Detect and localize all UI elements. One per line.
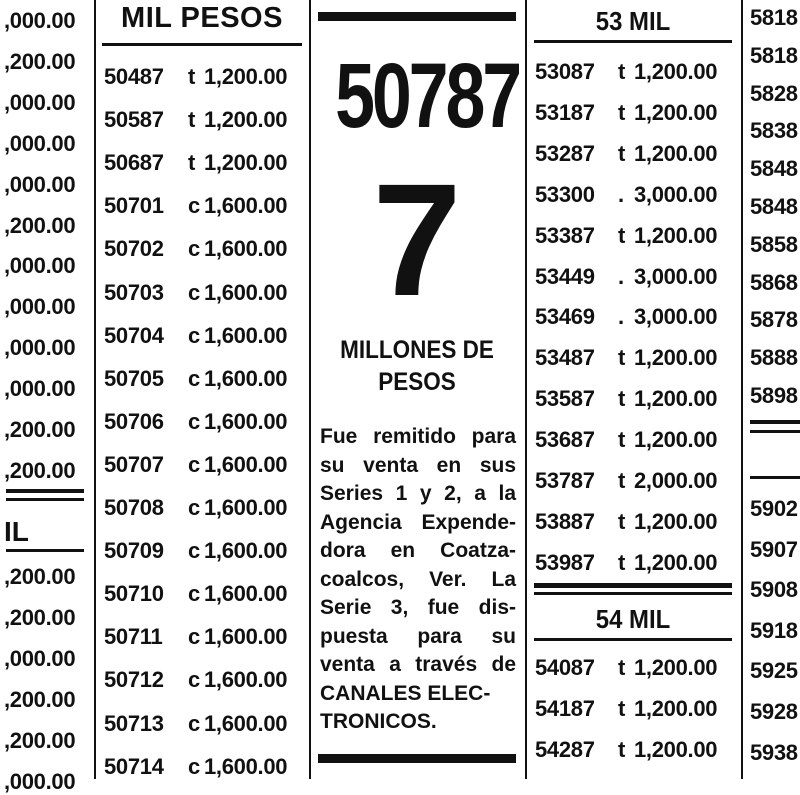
ticket-number: 50710 <box>104 581 164 607</box>
double-rule <box>534 592 732 595</box>
ticket-number: 50713 <box>104 710 164 736</box>
prize-code: c <box>188 365 200 391</box>
ticket-number: 53787 <box>535 468 595 493</box>
ticket-number: 50704 <box>104 322 164 348</box>
prize-code: t <box>618 655 626 680</box>
prize-amount: 1,200.00 <box>634 549 718 575</box>
description-line: su venta en sus <box>320 453 516 477</box>
ticket-number: 50714 <box>104 753 164 779</box>
header-rule <box>534 638 732 641</box>
ticket-number: 53887 <box>535 508 595 534</box>
prize-amount: 1,600.00 <box>204 624 288 650</box>
prize-code: t <box>188 150 196 176</box>
header-rule <box>534 40 732 43</box>
winning-number: 50787 <box>335 45 520 147</box>
prize-amount: 1,600.00 <box>204 193 288 219</box>
ticket-number: 50703 <box>104 279 164 305</box>
bottom-rule <box>318 754 516 763</box>
column-mil-pesos <box>98 0 306 779</box>
ticket-number: 54187 <box>535 695 595 721</box>
ticket-number: 53387 <box>535 222 595 248</box>
prize-code: t <box>188 64 196 89</box>
amount-fragment: ,200.00 <box>4 48 76 74</box>
prize-code: t <box>618 508 626 534</box>
prize-amount: 1,200.00 <box>634 695 718 721</box>
double-rule <box>6 489 84 493</box>
header-rule <box>6 549 84 552</box>
prize-code: c <box>188 495 200 520</box>
ticket-number-fragment: 5938 <box>750 739 798 765</box>
ticket-number: 50712 <box>104 667 164 693</box>
section-header-fragment: IL <box>4 516 29 547</box>
prize-description <box>320 423 516 737</box>
ticket-number-fragment: 5828 <box>750 80 798 106</box>
column-53-54-mil <box>528 0 738 779</box>
ticket-number-fragment: 5838 <box>750 118 798 144</box>
description-line: Agencia Expende- <box>320 510 516 534</box>
ticket-number: 50487 <box>104 64 164 89</box>
column-divider <box>94 0 96 779</box>
description-line: Fue remitido para <box>320 425 516 448</box>
prize-code: . <box>618 181 624 207</box>
prize-code: t <box>618 386 626 412</box>
prize-amount: 2,000.00 <box>634 468 718 493</box>
prize-code: c <box>188 667 200 693</box>
ticket-number: 50709 <box>104 538 164 564</box>
prize-code: c <box>188 408 200 434</box>
amount-fragment: ,200.00 <box>4 457 76 483</box>
ticket-number: 50711 <box>104 624 163 650</box>
prize-code: c <box>188 322 200 348</box>
ticket-number: 53449 <box>535 263 595 289</box>
double-rule <box>534 583 732 588</box>
ticket-number: 53687 <box>535 427 595 453</box>
prize-code: c <box>188 753 200 779</box>
ticket-number: 53469 <box>535 304 595 330</box>
amount-fragment: ,000.00 <box>4 253 76 279</box>
column-winner <box>312 0 522 779</box>
ticket-number-fragment: 5818 <box>750 5 798 30</box>
prize-code: t <box>618 222 626 248</box>
amount-fragment: ,200.00 <box>4 686 76 712</box>
double-rule <box>750 430 800 433</box>
prize-amount: 1,600.00 <box>204 581 288 607</box>
column-1-partial <box>0 0 92 794</box>
description-line: Serie 3, fue dis- <box>320 596 516 619</box>
prize-code: t <box>188 107 196 133</box>
ticket-number: 53987 <box>535 549 595 575</box>
prize-code: . <box>618 304 624 330</box>
prize-code: t <box>618 736 626 762</box>
prize-code: c <box>188 624 200 650</box>
ticket-number-fragment: 5888 <box>750 345 798 371</box>
ticket-number: 50705 <box>104 365 164 391</box>
amount-fragment: ,000.00 <box>4 376 76 402</box>
prize-code: c <box>188 710 200 736</box>
ticket-number-fragment: 5898 <box>750 383 798 408</box>
header-rule <box>750 476 800 479</box>
ticket-number: 50707 <box>104 451 164 477</box>
amount-fragment: ,000.00 <box>4 130 76 156</box>
prize-unit-line: PESOS <box>378 368 456 396</box>
column-divider <box>309 0 311 779</box>
prize-code: t <box>618 468 626 493</box>
amount-fragment: ,000.00 <box>4 294 76 320</box>
amount-fragment: ,200.00 <box>4 212 76 238</box>
amount-fragment: ,200.00 <box>4 604 76 630</box>
prize-code: t <box>618 427 626 453</box>
column-divider <box>525 0 527 779</box>
ticket-number-fragment: 5925 <box>750 658 798 684</box>
description-line: coalcos, Ver. La <box>320 567 516 591</box>
amount-fragment: ,000.00 <box>4 335 76 361</box>
section-header: 54 MIL <box>595 604 671 634</box>
prize-amount: 1,600.00 <box>204 538 288 564</box>
prize-code: c <box>188 193 200 219</box>
prize-amount: 1,200.00 <box>634 386 718 412</box>
amount-fragment: ,200.00 <box>4 417 76 442</box>
amount-fragment: ,000.00 <box>4 768 76 794</box>
ticket-number-fragment: 5858 <box>750 231 798 257</box>
double-rule <box>6 498 84 501</box>
amount-fragment: ,000.00 <box>4 89 76 115</box>
ticket-number: 54287 <box>535 736 595 762</box>
ticket-number-fragment: 5848 <box>750 194 798 219</box>
prize-amount: 1,200.00 <box>634 59 718 84</box>
ticket-number-fragment: 5848 <box>750 156 798 182</box>
ticket-number-fragment: 5918 <box>750 617 798 643</box>
column-divider <box>741 0 743 779</box>
prize-code: t <box>618 140 626 166</box>
ticket-number: 50708 <box>104 495 164 520</box>
prize-amount: 3,000.00 <box>634 181 718 207</box>
prize-code: c <box>188 451 200 477</box>
prize-unit <box>312 334 522 398</box>
ticket-number-fragment: 5878 <box>750 307 798 333</box>
prize-amount: 3,000.00 <box>634 263 718 289</box>
section-header: MIL PESOS <box>121 2 283 34</box>
prize-amount: 1,200.00 <box>204 150 288 176</box>
ticket-number: 50701 <box>104 193 164 219</box>
header-rule <box>102 43 302 46</box>
prize-amount: 1,200.00 <box>634 736 718 762</box>
ticket-number: 50706 <box>104 408 164 434</box>
ticket-number: 53587 <box>535 386 595 412</box>
prize-amount: 1,600.00 <box>204 236 288 262</box>
prize-amount: 1,200.00 <box>634 655 718 680</box>
prize-code: . <box>618 263 624 289</box>
double-rule <box>750 420 800 424</box>
amount-fragment: ,200.00 <box>4 564 76 589</box>
ticket-number: 50587 <box>104 107 164 133</box>
ticket-number: 50687 <box>104 150 164 176</box>
prize-amount: 1,200.00 <box>634 345 718 371</box>
ticket-number: 53187 <box>535 99 595 125</box>
prize-code: t <box>618 345 626 371</box>
amount-fragment: ,000.00 <box>4 171 76 197</box>
prize-code: c <box>188 581 200 607</box>
amount-fragment: ,000.00 <box>4 8 76 33</box>
description-line: Series 1 y 2, a la <box>320 482 516 505</box>
ticket-number: 53300 <box>535 181 595 207</box>
description-line: puesta para su <box>320 624 516 648</box>
prize-amount: 1,200.00 <box>204 107 288 133</box>
prize-amount: 1,600.00 <box>204 322 288 348</box>
column-5-partial <box>744 0 800 779</box>
description-line: CANALES ELEC- <box>320 681 491 705</box>
prize-code: c <box>188 236 200 262</box>
prize-code: t <box>618 59 626 84</box>
prize-amount: 1,600.00 <box>204 408 288 434</box>
prize-amount: 1,200.00 <box>634 140 718 166</box>
ticket-number: 53087 <box>535 59 595 84</box>
ticket-number: 54087 <box>535 655 595 680</box>
prize-amount: 7 <box>372 150 462 329</box>
ticket-number-fragment: 5902 <box>750 496 798 521</box>
prize-amount: 1,600.00 <box>204 495 288 520</box>
description-line: TRONICOS. <box>320 710 437 733</box>
prize-amount: 1,200.00 <box>204 64 288 89</box>
ticket-number-fragment: 5907 <box>750 536 798 562</box>
prize-amount: 1,200.00 <box>634 427 718 453</box>
prize-amount: 1,600.00 <box>204 451 288 477</box>
prize-amount: 1,200.00 <box>634 99 718 125</box>
prize-amount: 3,000.00 <box>634 304 718 330</box>
prize-amount: 1,600.00 <box>204 753 288 779</box>
description-line: venta a través de <box>320 653 516 676</box>
ticket-number: 53287 <box>535 140 595 166</box>
prize-amount: 1,200.00 <box>634 222 718 248</box>
prize-amount: 1,200.00 <box>634 508 718 534</box>
prize-code: t <box>618 99 626 125</box>
ticket-number-fragment: 5928 <box>750 699 798 724</box>
ticket-number: 53487 <box>535 345 595 371</box>
description-line: dora en Coatza- <box>320 539 516 562</box>
section-header: 53 MIL <box>595 6 671 36</box>
prize-amount: 1,600.00 <box>204 279 288 305</box>
prize-unit-line: MILLONES DE <box>340 336 494 364</box>
prize-amount: 1,600.00 <box>204 365 288 391</box>
ticket-number-fragment: 5868 <box>750 269 798 295</box>
amount-fragment: ,000.00 <box>4 645 76 671</box>
prize-code: c <box>188 279 200 305</box>
prize-code: t <box>618 549 626 575</box>
top-rule <box>318 12 516 21</box>
prize-amount: 1,600.00 <box>204 710 288 736</box>
ticket-number-fragment: 5818 <box>750 42 798 68</box>
ticket-number: 50702 <box>104 236 164 262</box>
prize-amount: 1,600.00 <box>204 667 288 693</box>
prize-code: c <box>188 538 200 564</box>
ticket-number-fragment: 5908 <box>750 577 798 603</box>
amount-fragment: ,200.00 <box>4 727 76 753</box>
prize-code: t <box>618 695 626 721</box>
